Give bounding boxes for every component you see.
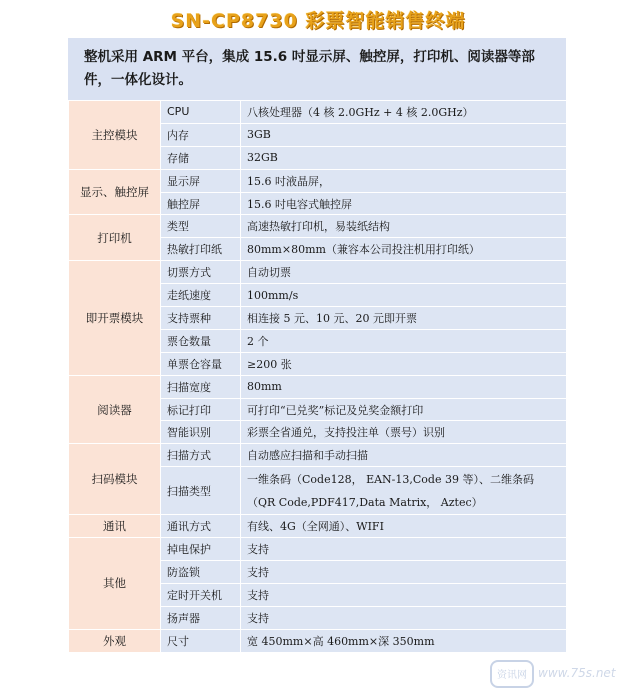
spec-value: 100mm/s [241, 284, 567, 307]
spec-row [69, 375, 567, 398]
spec-item: 通讯方式 [161, 515, 241, 538]
spec-value: 八核处理器（4 核 2.0GHz + 4 核 2.0GHz） [241, 101, 567, 124]
spec-value: 15.6 吋液晶屏， [241, 169, 567, 192]
category-cell: 阅读器 [69, 375, 161, 444]
spec-sheet [68, 38, 566, 693]
spec-item: 内存 [161, 123, 241, 146]
category-cell: 主控模块 [69, 101, 161, 170]
spec-item: 切票方式 [161, 261, 241, 284]
spec-value: 支持 [241, 606, 567, 629]
spec-item: 扫描方式 [161, 444, 241, 467]
spec-item: 走纸速度 [161, 284, 241, 307]
spec-value: 支持 [241, 583, 567, 606]
spec-item: 扫描宽度 [161, 375, 241, 398]
spec-value: 80mm [241, 375, 567, 398]
spec-value: 32GB [241, 146, 567, 169]
spec-table [68, 100, 567, 653]
category-cell: 即开票模块 [69, 261, 161, 375]
spec-value: 高速热敏打印机，易装纸结构 [241, 215, 567, 238]
spec-value: 相连接 5 元、10 元、20 元即开票 [241, 307, 567, 330]
spec-value: 可打印“已兑奖”标记及兑奖金额打印 [241, 398, 567, 421]
spec-item: 票仓数量 [161, 329, 241, 352]
spec-row [69, 169, 567, 192]
intro-paragraph: 整机采用 ARM 平台，集成 15.6 吋显示屏、触控屏，打印机、阅读器等部件，一体化设计。 [68, 38, 566, 100]
spec-item: 显示屏 [161, 169, 241, 192]
spec-row [69, 444, 567, 467]
spec-item: 单票仓容量 [161, 352, 241, 375]
spec-item: 掉电保护 [161, 538, 241, 561]
spec-value: 自动切票 [241, 261, 567, 284]
spec-value: 15.6 吋电容式触控屏 [241, 192, 567, 215]
category-cell: 打印机 [69, 215, 161, 261]
spec-row [69, 101, 567, 124]
category-cell: 通讯 [69, 515, 161, 538]
spec-row [69, 215, 567, 238]
spec-value: 有线、4G（全网通）、WIFI [241, 515, 567, 538]
spec-item: 防盗锁 [161, 561, 241, 584]
spec-item: 标记打印 [161, 398, 241, 421]
page-title: SN-CP8730 彩票智能销售终端 [170, 10, 466, 32]
spec-item: 支持票种 [161, 307, 241, 330]
spec-item: 扫描类型 [161, 467, 241, 515]
spec-item: CPU [161, 101, 241, 124]
spec-value: 支持 [241, 561, 567, 584]
spec-item: 类型 [161, 215, 241, 238]
watermark-badge: 资讯网 [490, 660, 534, 688]
category-cell: 外观 [69, 629, 161, 652]
category-cell: 扫码模块 [69, 444, 161, 515]
spec-row [69, 538, 567, 561]
spec-item: 智能识别 [161, 421, 241, 444]
category-cell: 显示、触控屏 [69, 169, 161, 215]
spec-value: 80mm×80mm（兼容本公司投注机用打印纸） [241, 238, 567, 261]
spec-item: 扬声器 [161, 606, 241, 629]
spec-row [69, 515, 567, 538]
spec-item: 触控屏 [161, 192, 241, 215]
spec-row [69, 261, 567, 284]
spec-value: 3GB [241, 123, 567, 146]
spec-item: 热敏打印纸 [161, 238, 241, 261]
spec-row [69, 629, 567, 652]
spec-item: 尺寸 [161, 629, 241, 652]
watermark [490, 656, 636, 693]
spec-value: 一维条码（Code128， EAN-13,Code 39 等）、二维条码（QR Code,PDF417,Data Matrix， Aztec） [241, 467, 567, 515]
spec-value: 支持 [241, 538, 567, 561]
category-cell: 其他 [69, 538, 161, 630]
spec-item: 定时开关机 [161, 583, 241, 606]
spec-value: ≥200 张 [241, 352, 567, 375]
watermark-url: www.75s.net [538, 666, 616, 680]
spec-value: 自动感应扫描和手动扫描 [241, 444, 567, 467]
spec-value: 彩票全省通兑，支持投注单（票号）识别 [241, 421, 567, 444]
spec-value: 宽 450mm×高 460mm×深 350mm [241, 629, 567, 652]
spec-item: 存储 [161, 146, 241, 169]
spec-value: 2 个 [241, 329, 567, 352]
